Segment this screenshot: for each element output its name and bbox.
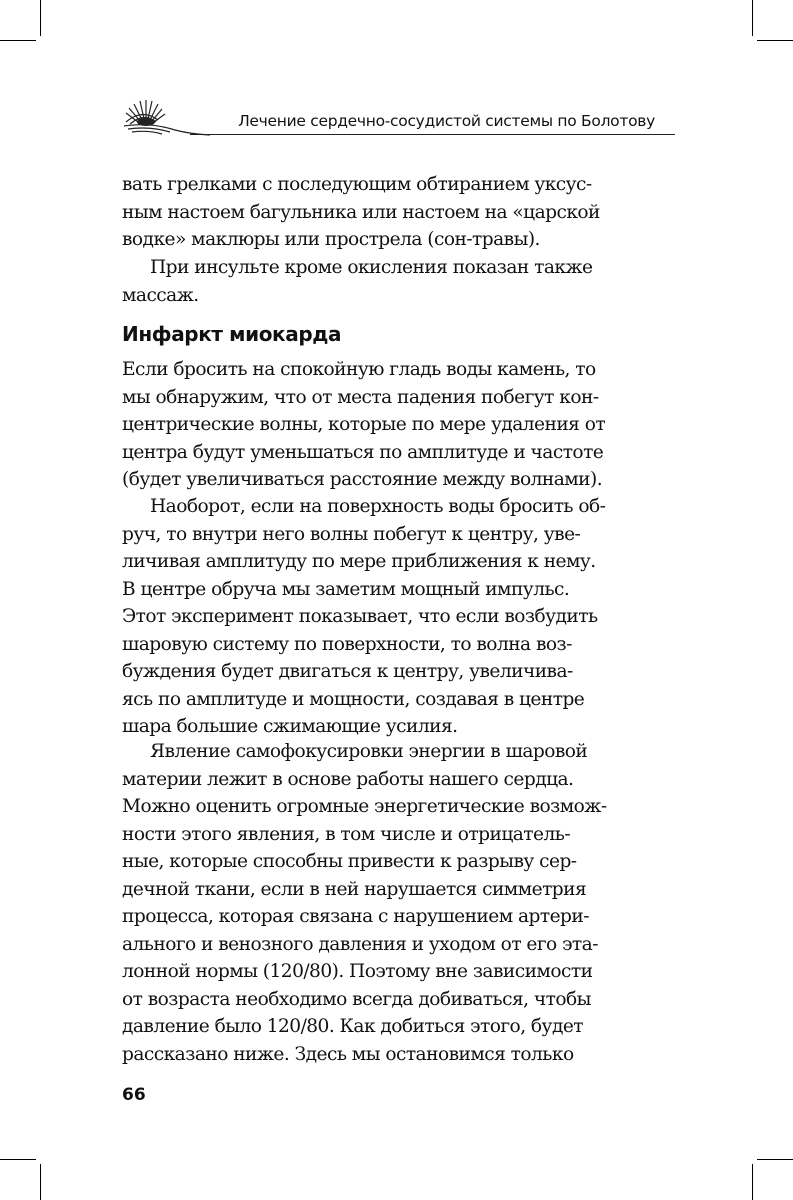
text-line: ясь по амплитуде и мощности, создавая в центре	[122, 688, 585, 710]
text-line: массаж.	[122, 284, 199, 306]
flower-sun-ornament-icon	[120, 92, 210, 140]
text-line: буждения будет двигаться к центру, увеличива-	[122, 661, 573, 682]
text-line: ным настоем багульника или настоем на «царской	[122, 201, 600, 223]
crop-mark	[40, 1164, 41, 1200]
text-line: ные, которые способны привести к разрыву сер-	[122, 851, 577, 872]
text-line: давление было 120/80. Как добиться этого, будет	[122, 1016, 584, 1037]
crop-mark	[757, 1159, 793, 1160]
text-line: лонной нормы (120/80). Поэтому вне зависимости	[122, 961, 593, 982]
text-line: Явление самофокусировки энергии в шаровой	[150, 741, 588, 762]
text-line: При инсульте кроме окисления показан также	[150, 257, 593, 278]
paragraph-self-focusing	[122, 738, 672, 1068]
paragraph-stroke-massage	[122, 254, 672, 309]
text-line: шаровую систему по поверхности, то волна воз-	[122, 633, 572, 655]
header-rule	[190, 134, 675, 135]
running-header	[120, 92, 675, 140]
text-line: водке» маклюры или прострела (сон-травы).	[122, 229, 540, 250]
crop-mark	[752, 1164, 753, 1200]
text-line: рассказано ниже. Здесь мы остановимся только	[122, 1043, 574, 1065]
text-line: Можно оценить огромные энергетические возмож-	[122, 796, 607, 817]
text-line: Этот эксперимент показывает, что если возбудить	[122, 606, 598, 627]
text-line: центрические волны, которые по мере удаления от	[122, 414, 606, 435]
page-number: 66	[122, 1085, 146, 1105]
paragraph-continuation	[122, 171, 672, 254]
crop-mark	[752, 0, 753, 36]
section-heading-block	[122, 321, 672, 347]
text-line: Если бросить на спокойную гладь воды камень, то	[122, 359, 596, 380]
text-line: шара большие сжимающие усилия.	[122, 716, 458, 737]
text-line: ального и венозного давления и уходом от его эта-	[122, 933, 598, 955]
text-line: от возраста необходимо всегда добиваться, чтобы	[122, 988, 591, 1010]
crop-mark	[757, 40, 793, 41]
crop-mark	[0, 40, 36, 41]
text-line: центра будут уменьшаться по амплитуде и частоте	[122, 441, 604, 463]
text-line: (будет увеличиваться расстояние между волнами).	[122, 469, 603, 490]
text-line: дечной ткани, если в ней нарушается симметрия	[122, 878, 587, 900]
crop-mark	[0, 1159, 36, 1160]
text-line: ности этого явления, в том числе и отрицатель-	[122, 823, 571, 845]
paragraph-waves	[122, 356, 672, 494]
text-line: материи лежит в основе работы нашего сердца.	[122, 768, 574, 790]
text-line: В центре обруча мы заметим мощный импульс.	[122, 578, 570, 600]
paragraph-hoop	[122, 493, 672, 741]
crop-mark	[40, 0, 41, 36]
section-heading: Инфаркт миокарда	[122, 322, 342, 346]
text-line: вать грелками с последующим обтиранием уксус-	[122, 174, 592, 195]
running-title: Лечение сердечно-сосудистой системы по Болотову	[238, 112, 655, 130]
text-line: мы обнаружим, что от места падения побегут кон-	[122, 386, 599, 408]
text-line: процесса, которая связана с нарушением артери-	[122, 906, 589, 927]
text-line: личивая амплитуду по мере приближения к нему.	[122, 551, 596, 572]
text-line: руч, то внутри него волны побегут к центру, уве-	[122, 523, 581, 545]
text-line: Наоборот, если на поверхность воды бросить об-	[150, 496, 606, 517]
